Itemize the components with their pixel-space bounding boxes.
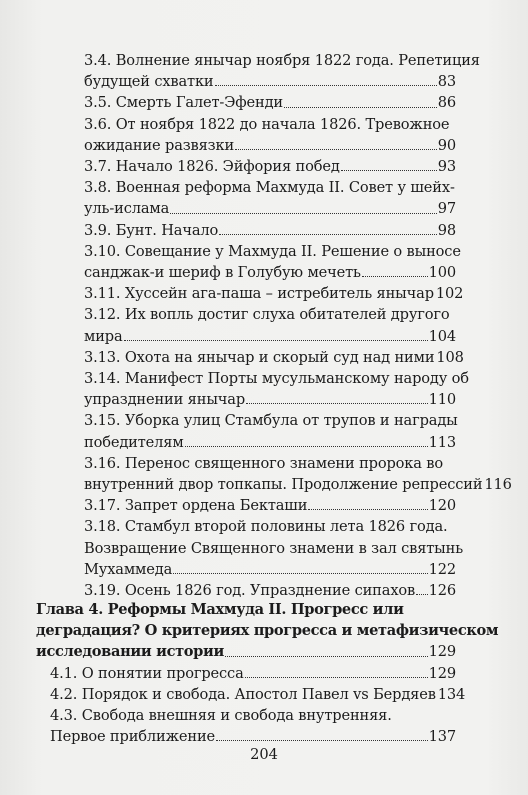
entry-page-number: 129 <box>428 664 456 682</box>
entry-title-line: санджак-и шериф в Голубую мечеть <box>84 264 361 282</box>
entry-title-line: исследовании истории <box>36 643 224 661</box>
toc-entry[interactable] <box>84 220 456 241</box>
chapter-heading[interactable] <box>36 599 499 663</box>
entry-page-number: 100 <box>428 264 456 282</box>
entry-title-line: внутренний двор топкапы. Продолжение репрессий <box>84 476 483 494</box>
entry-page-number: 120 <box>428 497 456 515</box>
entry-title-line: 3.16. Перенос священного знамени пророка во <box>84 454 444 472</box>
toc-entry[interactable] <box>84 516 464 580</box>
entry-title-line: упразднении янычар <box>84 391 246 409</box>
toc-entry[interactable] <box>84 347 464 368</box>
entry-page-number: 102 <box>435 285 464 303</box>
dot-leader <box>215 85 437 86</box>
entry-title-line: 3.15. Уборка улиц Стамбула от трупов и награды <box>84 412 458 430</box>
toc-entry[interactable] <box>84 156 456 177</box>
table-of-contents-section-3 <box>84 50 512 601</box>
toc-entry[interactable] <box>84 50 480 92</box>
entry-page-number: 97 <box>437 200 456 218</box>
dot-leader <box>362 276 428 277</box>
dot-leader <box>219 234 437 235</box>
page-number: 204 <box>250 746 278 763</box>
toc-entry[interactable] <box>84 92 456 113</box>
entry-title-line: 4.2. Порядок и свобода. Апостол Павел vs Бердяев <box>50 685 436 703</box>
entry-page-number: 126 <box>428 582 456 600</box>
dot-leader <box>416 594 427 595</box>
toc-entry[interactable] <box>36 663 456 684</box>
dot-leader <box>284 107 437 108</box>
dot-leader <box>246 403 428 404</box>
entry-title-line: 3.12. Их вопль достиг слуха обитателей другого <box>84 306 450 324</box>
entry-page-number: 98 <box>437 221 456 239</box>
toc-entry[interactable] <box>36 705 456 747</box>
toc-entry[interactable] <box>84 241 461 283</box>
entry-title-line: 3.14. Манифест Порты мусульманскому народу об <box>84 370 469 388</box>
dot-leader <box>124 340 428 341</box>
entry-title-line: 3.13. Охота на янычар и скорый суд над ними <box>84 348 435 366</box>
entry-page-number: 90 <box>437 136 456 154</box>
entry-title-line: 3.19. Осень 1826 год. Упразднение сипахов <box>84 582 416 600</box>
entry-title-line: Возвращение Священного знамени в зал святынь <box>84 539 464 557</box>
entry-page-number: 134 <box>437 685 466 703</box>
entry-title-line: 3.6. От ноября 1822 до начала 1826. Тревожное <box>84 115 450 133</box>
dot-leader <box>308 509 427 510</box>
toc-entry[interactable] <box>84 453 512 495</box>
entry-title-line: победителям <box>84 433 184 451</box>
toc-entry[interactable] <box>84 410 456 452</box>
entry-page-number: 110 <box>428 391 456 409</box>
entry-title-line: 4.1. О понятии прогресса <box>50 664 244 682</box>
entry-page-number: 137 <box>428 728 456 746</box>
entry-title-line: 3.17. Запрет ордена Бекташи <box>84 497 308 515</box>
entry-title-line: Первое приближение <box>50 728 216 746</box>
dot-leader <box>341 170 437 171</box>
entry-title-line: 3.4. Волнение янычар ноября 1822 года. Репетиция <box>84 52 480 69</box>
dot-leader <box>185 446 428 447</box>
entry-title-line: 3.5. Смерть Галет-Эфенди <box>84 94 283 112</box>
dot-leader <box>235 149 437 150</box>
entry-page-number: 83 <box>437 73 456 91</box>
toc-entry[interactable] <box>84 368 469 410</box>
toc-entry[interactable] <box>36 684 466 705</box>
entry-page-number: 104 <box>428 327 456 345</box>
entry-title-line: 3.8. Военная реформа Махмуда II. Совет у шейх- <box>84 179 455 197</box>
entry-title-line: мира <box>84 327 123 345</box>
toc-entry[interactable] <box>84 114 456 156</box>
entry-title-line: уль-ислама <box>84 200 170 218</box>
entry-title-line: Глава 4. Реформы Махмуда II. Прогресс или <box>36 601 404 618</box>
entry-title-line: ожидание развязки <box>84 136 235 154</box>
entry-title-line: деградация? О критериях прогресса и метафизическом <box>36 622 499 640</box>
entry-title-line: 4.3. Свобода внешняя и свобода внутренняя. <box>50 707 392 725</box>
entry-title-line: Мухаммеда <box>84 560 173 578</box>
entry-title-line: 3.10. Совещание у Махмуда II. Решение о выносе <box>84 242 461 260</box>
toc-entry[interactable] <box>84 177 456 219</box>
entry-page-number: 113 <box>428 433 456 451</box>
entry-page-number: 108 <box>436 348 464 366</box>
entry-title-line: 3.7. Начало 1826. Эйфория побед <box>84 158 340 176</box>
entry-title-line: 3.11. Хуссейн ага-паша – истребитель янычар <box>84 285 434 303</box>
table-of-contents-chapter-4 <box>36 599 499 747</box>
entry-page-number: 86 <box>437 94 456 112</box>
dot-leader <box>245 677 428 678</box>
dot-leader <box>170 213 437 214</box>
entry-title-line: будущей схватки <box>84 73 214 91</box>
dot-leader <box>173 573 427 574</box>
dot-leader <box>225 656 428 657</box>
toc-entry[interactable] <box>84 283 464 304</box>
entry-title-line: 3.18. Стамбул второй половины лета 1826 года. <box>84 518 448 536</box>
toc-entry[interactable] <box>84 304 456 346</box>
toc-entry[interactable] <box>84 495 456 516</box>
entry-title-line: 3.9. Бунт. Начало <box>84 221 219 239</box>
entry-page-number: 93 <box>437 158 456 176</box>
entry-page-number: 122 <box>428 560 456 578</box>
entry-page-number: 129 <box>428 643 456 661</box>
entry-page-number: 116 <box>484 476 512 494</box>
dot-leader <box>216 740 428 741</box>
